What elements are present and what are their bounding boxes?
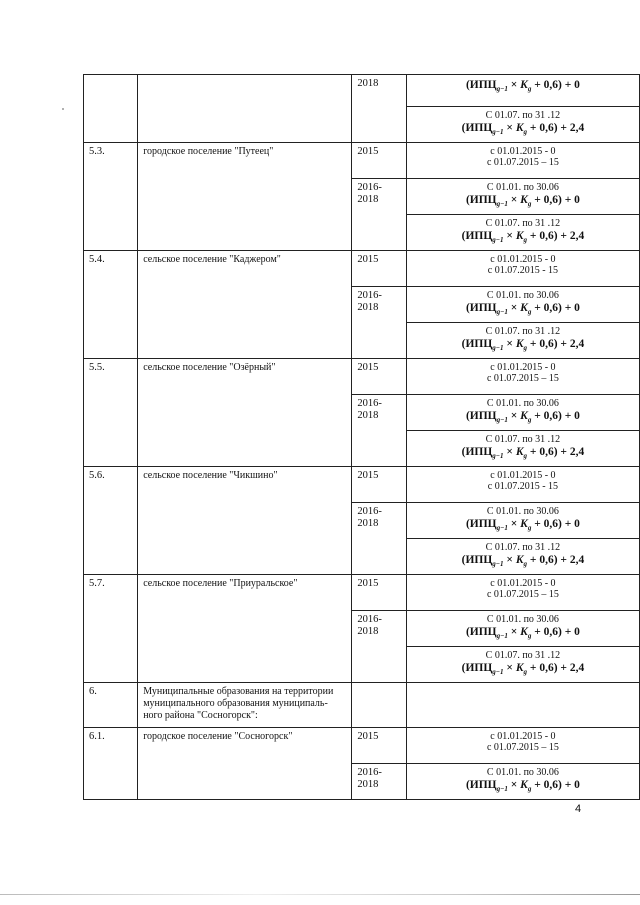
row-number: 5.3. bbox=[84, 143, 138, 251]
row-number: 5.5. bbox=[84, 359, 138, 467]
formula-times: × bbox=[507, 194, 521, 206]
formula-k-index: g bbox=[527, 200, 532, 208]
formula-addend: 2,4 bbox=[569, 338, 585, 350]
table-row bbox=[84, 575, 640, 611]
formula-index: g−1 bbox=[496, 416, 508, 424]
rate-period-text: с 01.07.2015 - 15 bbox=[487, 481, 559, 492]
formula-index: g−1 bbox=[496, 308, 508, 316]
formula-mid: + 0,6) + bbox=[531, 302, 575, 314]
rate-period-text: С 01.07. по 31 .12 bbox=[485, 650, 561, 661]
period-year-text: 2015 bbox=[357, 470, 379, 481]
settlement-name: городское поселение "Сосногорск" bbox=[138, 728, 352, 800]
formula-times: × bbox=[503, 662, 516, 674]
formula-open: (ИПЦ bbox=[461, 662, 493, 674]
formula-k: K bbox=[515, 446, 524, 458]
formula-open: (ИПЦ bbox=[465, 79, 497, 91]
formula-open: (ИПЦ bbox=[465, 779, 497, 791]
formula-k: K bbox=[515, 230, 524, 242]
rate-period-text: с 01.01.2015 - 0 bbox=[490, 731, 556, 742]
period-year bbox=[352, 359, 406, 395]
rate-formula bbox=[412, 662, 634, 679]
formula-times: × bbox=[503, 554, 516, 566]
settlement-name: Муниципальные образования на территории муниципального образования муниципаль-ного района "Сосногорск": bbox=[138, 683, 352, 728]
rate-period-text: С 01.01. по 30.06 bbox=[486, 290, 559, 301]
table-row bbox=[84, 683, 640, 728]
formula-open: (ИПЦ bbox=[465, 194, 497, 206]
formula-open: (ИПЦ bbox=[461, 122, 493, 134]
settlement-name: сельское поселение "Каджером" bbox=[138, 251, 352, 359]
rate-period-text: С 01.07. по 31 .12 bbox=[485, 218, 561, 229]
formula-addend: 2,4 bbox=[569, 662, 585, 674]
formula-k: K bbox=[520, 302, 528, 314]
formula-addend: 2,4 bbox=[569, 122, 585, 134]
formula-times: × bbox=[503, 230, 516, 242]
settlement-name: сельское поселение "Озёрный" bbox=[138, 359, 352, 467]
rate-period-text: с 01.07.2015 - 15 bbox=[487, 265, 559, 276]
formula-times: × bbox=[507, 779, 521, 791]
formula-times: × bbox=[507, 410, 521, 422]
formula-mid: + 0,6) + bbox=[527, 554, 570, 566]
formula-addend: 0 bbox=[574, 79, 580, 91]
settlement-name: городское поселение "Путеец" bbox=[138, 143, 352, 251]
rate-cell bbox=[406, 683, 639, 728]
formula-addend: 2,4 bbox=[569, 230, 585, 242]
period-year-text: 2016- 2018 bbox=[357, 767, 382, 790]
formula-index: g−1 bbox=[492, 668, 504, 676]
formula-open: (ИПЦ bbox=[465, 410, 497, 422]
formula-index: g−1 bbox=[492, 128, 504, 136]
scan-edge bbox=[0, 894, 640, 895]
formula-index: g−1 bbox=[496, 524, 508, 532]
rate-cell bbox=[406, 287, 639, 323]
formula-k: K bbox=[520, 79, 528, 91]
formula-k: K bbox=[515, 338, 524, 350]
rate-formula bbox=[412, 79, 634, 96]
period-year bbox=[352, 764, 406, 800]
formula-mid: + 0,6) + bbox=[531, 626, 575, 638]
formula-open: (ИПЦ bbox=[465, 518, 497, 530]
rate-cell bbox=[406, 647, 639, 683]
formula-k-index: g bbox=[523, 236, 528, 244]
rate-formula bbox=[412, 338, 634, 355]
formula-k-index: g bbox=[527, 416, 532, 424]
formula-index: g−1 bbox=[496, 785, 508, 793]
rate-formula bbox=[412, 302, 634, 319]
rate-formula bbox=[412, 626, 634, 643]
rate-period-text: с 01.01.2015 - 0 bbox=[490, 470, 556, 481]
rate-period-text: с 01.07.2015 – 15 bbox=[486, 373, 559, 384]
tariff-table-body bbox=[84, 75, 640, 800]
formula-index: g−1 bbox=[492, 560, 504, 568]
rate-period-text: С 01.01. по 30.06 bbox=[486, 398, 559, 409]
settlement-name: сельское поселение "Приуральское" bbox=[138, 575, 352, 683]
formula-times: × bbox=[507, 302, 521, 314]
formula-open: (ИПЦ bbox=[465, 302, 497, 314]
rate-period-text: с 01.07.2015 – 15 bbox=[486, 157, 559, 168]
rate-formula bbox=[412, 410, 634, 427]
rate-period-text: С 01.07. по 31 .12 bbox=[485, 110, 561, 121]
period-year-text: 2018 bbox=[357, 78, 379, 89]
row-number: 6. bbox=[84, 683, 138, 728]
period-year-text: 2016- 2018 bbox=[357, 398, 382, 421]
formula-k-index: g bbox=[523, 452, 528, 460]
rate-cell bbox=[406, 467, 639, 503]
formula-k-index: g bbox=[523, 668, 528, 676]
formula-k: K bbox=[515, 662, 524, 674]
rate-period-text: с 01.01.2015 - 0 bbox=[490, 254, 556, 265]
period-year bbox=[352, 728, 406, 764]
formula-k-index: g bbox=[527, 785, 532, 793]
period-year bbox=[352, 683, 406, 728]
formula-addend: 2,4 bbox=[569, 446, 585, 458]
formula-times: × bbox=[503, 338, 516, 350]
formula-addend: 2,4 bbox=[569, 554, 585, 566]
period-year-text: 2015 bbox=[357, 254, 379, 265]
settlement-name bbox=[138, 75, 352, 143]
rate-cell bbox=[406, 728, 639, 764]
rate-cell bbox=[406, 323, 639, 359]
row-number: 5.4. bbox=[84, 251, 138, 359]
formula-mid: + 0,6) + bbox=[527, 446, 570, 458]
formula-k: K bbox=[520, 626, 528, 638]
formula-addend: 0 bbox=[574, 194, 580, 206]
period-year bbox=[352, 287, 406, 359]
formula-k: K bbox=[520, 518, 528, 530]
tariff-table bbox=[83, 74, 640, 800]
rate-cell bbox=[406, 251, 639, 287]
rate-formula bbox=[412, 194, 634, 211]
rate-period-text: С 01.01. по 30.06 bbox=[486, 182, 559, 193]
period-year bbox=[352, 75, 406, 143]
rate-cell bbox=[406, 575, 639, 611]
table-row bbox=[84, 75, 640, 107]
period-year-text: 2016- 2018 bbox=[357, 506, 382, 529]
formula-k: K bbox=[520, 779, 528, 791]
rate-formula bbox=[412, 779, 634, 796]
rate-period-text: С 01.07. по 31 .12 bbox=[485, 542, 561, 553]
period-year bbox=[352, 179, 406, 251]
rate-cell bbox=[406, 431, 639, 467]
row-number: 5.7. bbox=[84, 575, 138, 683]
rate-period-text: с 01.01.2015 - 0 bbox=[490, 362, 556, 373]
rate-cell bbox=[406, 395, 639, 431]
rate-period-text: с 01.01.2015 - 0 bbox=[490, 578, 556, 589]
rate-formula bbox=[412, 122, 634, 139]
formula-index: g−1 bbox=[492, 344, 504, 352]
formula-open: (ИПЦ bbox=[461, 446, 493, 458]
rate-cell bbox=[406, 75, 639, 107]
formula-open: (ИПЦ bbox=[461, 230, 493, 242]
formula-k-index: g bbox=[523, 128, 528, 136]
rate-period-text: С 01.01. по 30.06 bbox=[486, 506, 559, 517]
rate-cell bbox=[406, 503, 639, 539]
formula-addend: 0 bbox=[574, 518, 580, 530]
formula-times: × bbox=[507, 518, 521, 530]
table-row bbox=[84, 143, 640, 179]
rate-cell bbox=[406, 611, 639, 647]
period-year-text: 2015 bbox=[357, 146, 379, 157]
period-year bbox=[352, 467, 406, 503]
period-year bbox=[352, 611, 406, 683]
table-row bbox=[84, 728, 640, 764]
row-number: 6.1. bbox=[84, 728, 138, 800]
page-number: 4 bbox=[575, 803, 582, 815]
period-year bbox=[352, 251, 406, 287]
formula-times: × bbox=[503, 446, 516, 458]
formula-index: g−1 bbox=[496, 200, 508, 208]
formula-k-index: g bbox=[523, 560, 528, 568]
formula-open: (ИПЦ bbox=[461, 554, 493, 566]
formula-mid: + 0,6) + bbox=[531, 779, 575, 791]
formula-mid: + 0,6) + bbox=[531, 194, 575, 206]
formula-addend: 0 bbox=[574, 626, 580, 638]
period-year-text: 2016- 2018 bbox=[357, 290, 382, 313]
period-year-text: 2016- 2018 bbox=[357, 182, 382, 205]
period-year-text: 2016- 2018 bbox=[357, 614, 382, 637]
formula-k-index: g bbox=[527, 524, 532, 532]
formula-k: K bbox=[520, 410, 528, 422]
table-row bbox=[84, 359, 640, 395]
formula-times: × bbox=[507, 79, 521, 91]
formula-index: g−1 bbox=[496, 85, 508, 93]
formula-open: (ИПЦ bbox=[461, 338, 493, 350]
rate-cell bbox=[406, 107, 639, 143]
formula-k: K bbox=[515, 122, 524, 134]
formula-addend: 0 bbox=[574, 302, 580, 314]
formula-open: (ИПЦ bbox=[465, 626, 497, 638]
rate-period-text: с 01.07.2015 – 15 bbox=[486, 589, 559, 600]
rate-formula bbox=[412, 230, 634, 247]
formula-mid: + 0,6) + bbox=[531, 79, 575, 91]
formula-k-index: g bbox=[527, 85, 532, 93]
formula-k: K bbox=[515, 554, 524, 566]
formula-mid: + 0,6) + bbox=[527, 230, 570, 242]
rate-period-text: С 01.07. по 31 .12 bbox=[485, 434, 561, 445]
formula-k-index: g bbox=[527, 308, 532, 316]
formula-index: g−1 bbox=[492, 452, 504, 460]
period-year bbox=[352, 143, 406, 179]
rate-cell bbox=[406, 143, 639, 179]
rate-period-text: С 01.01. по 30.06 bbox=[486, 767, 559, 778]
formula-mid: + 0,6) + bbox=[527, 338, 570, 350]
scan-speck bbox=[62, 108, 64, 110]
formula-k-index: g bbox=[527, 632, 532, 640]
rate-cell bbox=[406, 539, 639, 575]
rate-formula bbox=[412, 446, 634, 463]
table-row bbox=[84, 467, 640, 503]
formula-index: g−1 bbox=[492, 236, 504, 244]
period-year bbox=[352, 575, 406, 611]
period-year-text: 2015 bbox=[357, 362, 379, 373]
period-year-text: 2015 bbox=[357, 578, 379, 589]
formula-addend: 0 bbox=[574, 410, 580, 422]
rate-cell bbox=[406, 764, 639, 800]
settlement-name: сельское поселение "Чикшино" bbox=[138, 467, 352, 575]
rate-period-text: С 01.07. по 31 .12 bbox=[485, 326, 561, 337]
formula-times: × bbox=[507, 626, 521, 638]
formula-mid: + 0,6) + bbox=[531, 518, 575, 530]
period-year-text: 2015 bbox=[357, 731, 379, 742]
formula-mid: + 0,6) + bbox=[527, 122, 570, 134]
rate-formula bbox=[412, 518, 634, 535]
formula-addend: 0 bbox=[574, 779, 580, 791]
formula-times: × bbox=[503, 122, 516, 134]
row-number: 5.6. bbox=[84, 467, 138, 575]
formula-k-index: g bbox=[523, 344, 528, 352]
rate-period-text: с 01.07.2015 – 15 bbox=[486, 742, 559, 753]
formula-index: g−1 bbox=[496, 632, 508, 640]
period-year bbox=[352, 503, 406, 575]
period-year bbox=[352, 395, 406, 467]
rate-cell bbox=[406, 215, 639, 251]
formula-mid: + 0,6) + bbox=[527, 662, 570, 674]
rate-period-text: с 01.01.2015 - 0 bbox=[490, 146, 556, 157]
table-row bbox=[84, 251, 640, 287]
rate-cell bbox=[406, 359, 639, 395]
rate-formula bbox=[412, 554, 634, 571]
formula-k: K bbox=[520, 194, 528, 206]
rate-period-text: С 01.01. по 30.06 bbox=[486, 614, 559, 625]
formula-mid: + 0,6) + bbox=[531, 410, 575, 422]
row-number bbox=[84, 75, 138, 143]
rate-cell bbox=[406, 179, 639, 215]
